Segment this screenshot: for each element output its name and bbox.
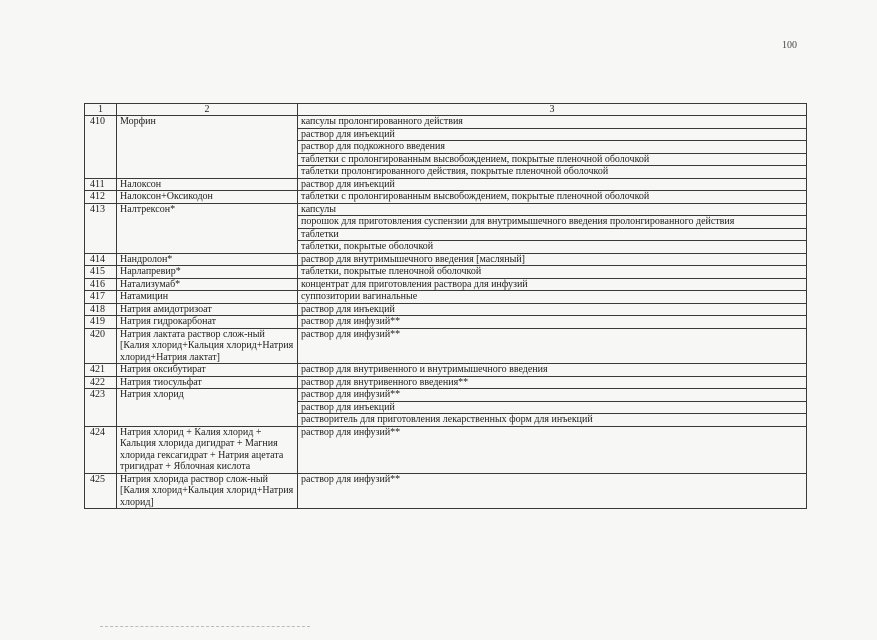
drug-number: 419 xyxy=(85,316,117,329)
drug-number: 420 xyxy=(85,328,117,364)
dosage-form: суппозитории вагинальные xyxy=(298,291,807,304)
dosage-form: раствор для инфузий** xyxy=(298,316,807,329)
table-row xyxy=(85,426,807,473)
scan-artifact-line xyxy=(100,626,310,628)
table-row xyxy=(85,364,807,377)
drug-name: Натамицин xyxy=(117,291,298,304)
drug-name: Нарлапревир* xyxy=(117,266,298,279)
table-row xyxy=(85,253,807,266)
drug-number: 423 xyxy=(85,389,117,427)
dosage-form: порошок для приготовления суспензии для внутримышечного введения пролонгированного действия xyxy=(298,216,807,229)
dosage-form: раствор для внутривенного и внутримышечного введения xyxy=(298,364,807,377)
drug-name: Нандролон* xyxy=(117,253,298,266)
table-row xyxy=(85,278,807,291)
drug-number: 417 xyxy=(85,291,117,304)
drug-number: 421 xyxy=(85,364,117,377)
table-row xyxy=(85,178,807,191)
drug-number: 414 xyxy=(85,253,117,266)
dosage-form: раствор для инфузий** xyxy=(298,389,807,402)
drug-number: 415 xyxy=(85,266,117,279)
header-col-name: 2 xyxy=(117,104,298,116)
dosage-form: растворитель для приготовления лекарственных форм для инъекций xyxy=(298,414,807,427)
dosage-form: раствор для инъекций xyxy=(298,128,807,141)
dosage-form: капсулы пролонгированного действия xyxy=(298,116,807,129)
drug-name: Натрия хлорид xyxy=(117,389,298,427)
dosage-form: раствор для внутривенного введения** xyxy=(298,376,807,389)
drug-name: Налоксон+Оксикодон xyxy=(117,191,298,204)
dosage-form: раствор для инфузий** xyxy=(298,426,807,473)
drug-number: 424 xyxy=(85,426,117,473)
table-body xyxy=(85,116,807,509)
dosage-form: таблетки, покрытые оболочкой xyxy=(298,241,807,254)
drug-name: Натрия оксибутират xyxy=(117,364,298,377)
table-row xyxy=(85,303,807,316)
table-row xyxy=(85,389,807,402)
table-row xyxy=(85,291,807,304)
table-row xyxy=(85,376,807,389)
drug-name: Натрия гидрокарбонат xyxy=(117,316,298,329)
table-row xyxy=(85,116,807,129)
table-row xyxy=(85,328,807,364)
drug-name: Морфин xyxy=(117,116,298,179)
dosage-form: таблетки с пролонгированным высвобождением, покрытые пленочной оболочкой xyxy=(298,153,807,166)
dosage-form: раствор для инфузий** xyxy=(298,473,807,509)
dosage-form: раствор для подкожного введения xyxy=(298,141,807,154)
drug-number: 413 xyxy=(85,203,117,253)
drug-name: Налтрексон* xyxy=(117,203,298,253)
drug-name: Натрия хлорид + Калия хлорид + Кальция хлорида дигидрат + Магния хлорида гексагидрат + Натрия ацетата тригидрат + Яблочная кислота xyxy=(117,426,298,473)
table-row xyxy=(85,203,807,216)
drug-number: 412 xyxy=(85,191,117,204)
drug-number: 422 xyxy=(85,376,117,389)
drug-name: Налоксон xyxy=(117,178,298,191)
dosage-form: таблетки, покрытые пленочной оболочкой xyxy=(298,266,807,279)
dosage-form: таблетки xyxy=(298,228,807,241)
drug-number: 425 xyxy=(85,473,117,509)
drug-name: Натрия лактата раствор слож-ный [Калия хлорид+Кальция хлорид+Натрия хлорид+Натрия лактат] xyxy=(117,328,298,364)
dosage-form: таблетки с пролонгированным высвобождением, покрытые пленочной оболочкой xyxy=(298,191,807,204)
dosage-form: раствор для инфузий** xyxy=(298,328,807,364)
drug-name: Натализумаб* xyxy=(117,278,298,291)
dosage-form: раствор для инъекций xyxy=(298,401,807,414)
dosage-form: раствор для инъекций xyxy=(298,303,807,316)
drug-number: 416 xyxy=(85,278,117,291)
drug-name: Натрия хлорида раствор слож-ный [Калия хлорид+Кальция хлорид+Натрия хлорид] xyxy=(117,473,298,509)
page-number: 100 xyxy=(782,40,797,51)
drug-number: 411 xyxy=(85,178,117,191)
table-row xyxy=(85,191,807,204)
drug-name: Натрия амидотризоат xyxy=(117,303,298,316)
table-row xyxy=(85,316,807,329)
dosage-form: раствор для внутримышечного введения [масляный] xyxy=(298,253,807,266)
dosage-form: капсулы xyxy=(298,203,807,216)
drug-name: Натрия тиосульфат xyxy=(117,376,298,389)
dosage-form: раствор для инъекций xyxy=(298,178,807,191)
drug-number: 418 xyxy=(85,303,117,316)
table-row xyxy=(85,266,807,279)
drug-number: 410 xyxy=(85,116,117,179)
dosage-form: таблетки пролонгированного действия, покрытые пленочной оболочкой xyxy=(298,166,807,179)
table-row xyxy=(85,473,807,509)
header-col-form: 3 xyxy=(298,104,807,116)
header-row xyxy=(85,104,807,116)
dosage-form: концентрат для приготовления раствора для инфузий xyxy=(298,278,807,291)
drug-table xyxy=(84,103,807,509)
header-col-number: 1 xyxy=(85,104,117,116)
